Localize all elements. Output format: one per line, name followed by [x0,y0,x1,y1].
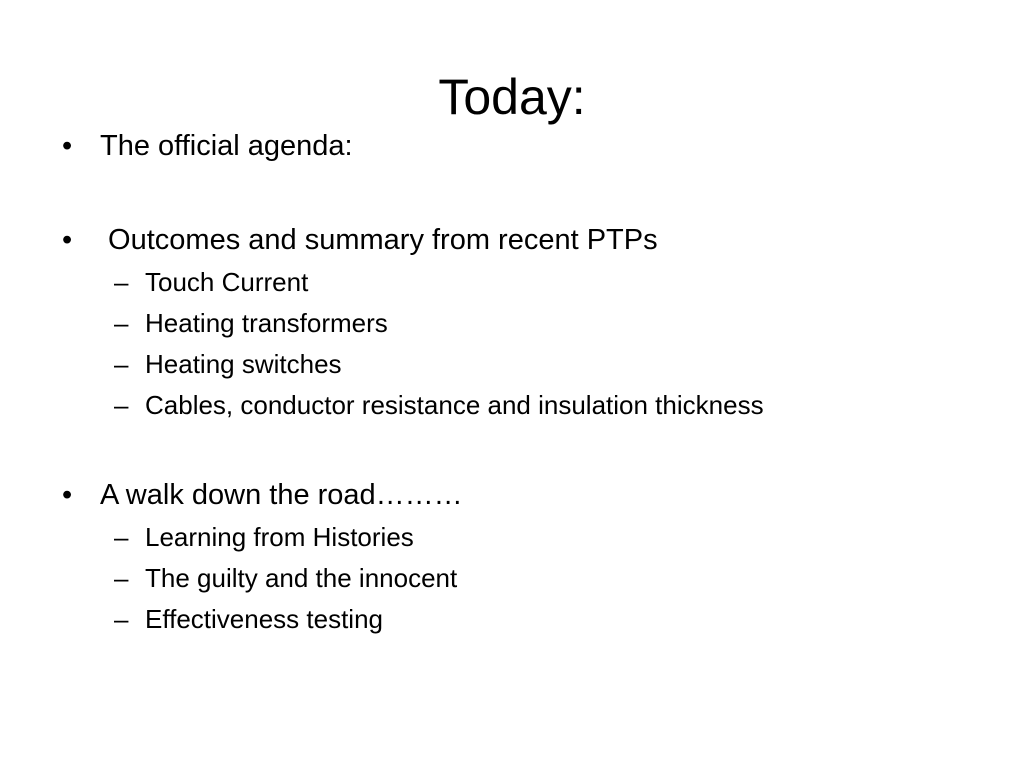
sub-item-text: Learning from Histories [145,522,414,552]
sub-item-learning-histories [114,521,414,553]
sub-item-cables [114,389,764,421]
sub-item-text: Touch Current [145,267,309,297]
bullet-text: A walk down the road……… [100,479,463,511]
dash-icon: – [114,390,129,420]
dash-icon: – [114,349,129,379]
dash-icon: – [114,522,129,552]
bullet-item-official-agenda [62,128,353,164]
dash-icon: – [114,308,129,338]
bullet-item-outcomes [62,222,658,258]
sub-item-guilty-innocent [114,562,457,594]
sub-item-heating-switches [114,348,342,380]
bullet-icon: • [62,224,73,256]
bullet-icon: • [62,479,73,511]
dash-icon: – [114,604,129,634]
bullet-text: The official agenda: [100,130,353,162]
sub-item-text: Heating switches [145,349,342,379]
sub-item-text: Heating transformers [145,308,388,338]
bullet-icon: • [62,130,73,162]
bullet-item-walk-down-road [62,477,463,513]
dash-icon: – [114,563,129,593]
dash-icon: – [114,267,129,297]
sub-item-heating-transformers [114,307,388,339]
bullet-text: Outcomes and summary from recent PTPs [100,224,658,256]
slide-title: Today: [438,69,586,125]
sub-item-text: The guilty and the innocent [145,563,458,593]
sub-item-text: Cables, conductor resistance and insulation thickness [145,390,764,420]
sub-item-text: Effectiveness testing [145,604,383,634]
sub-item-effectiveness-testing [114,603,383,635]
sub-item-touch-current [114,266,308,298]
